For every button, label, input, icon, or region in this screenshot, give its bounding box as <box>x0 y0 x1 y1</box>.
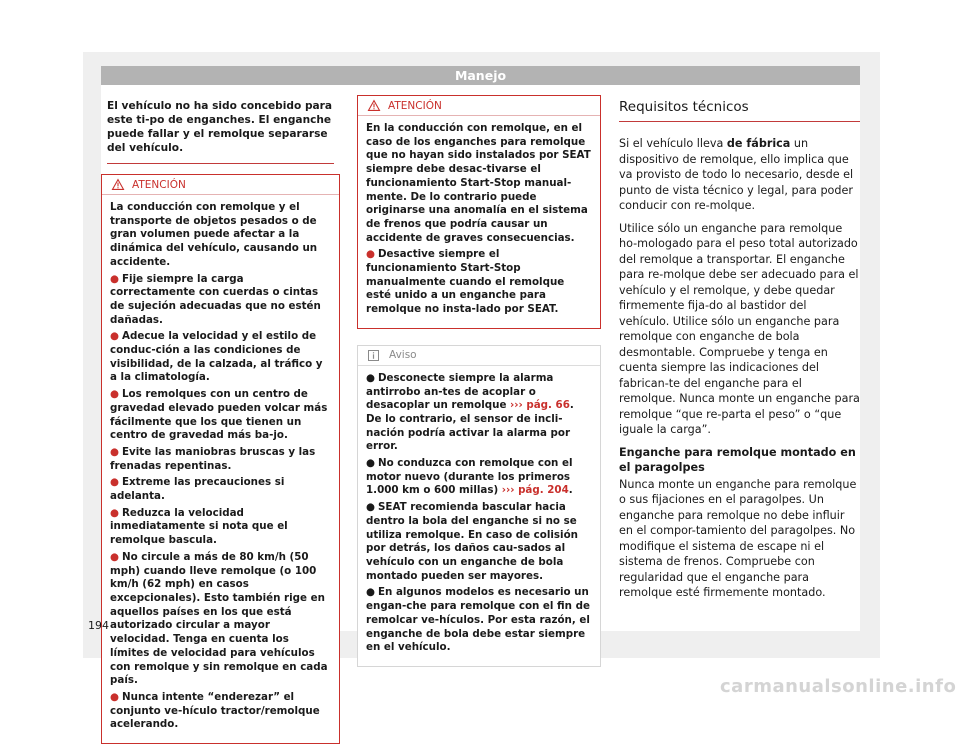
intro-divider <box>107 163 334 164</box>
warning-lead: La conducción con remolque y el transporte de objetos pesados o de gran volumen puede afectar a la dinámica del vehículo, causando un accidente. <box>110 201 318 268</box>
warning-lead: En la conducción con remolque, en el caso de los enganches para remolque que no hayan sido instalados por SEAT siempre debe desac-tivarse el funcionamiento Start-Stop manual-mente. De lo contrario puede originarse una anomalía en el sistema de frenos que podría causar un accidente de graves consecuencias. <box>366 122 591 244</box>
list-item: ● Desactive siempre el funcionamiento Start-Stop manualmente cuando el remolque esté unido a un enganche para remolque no insta-lado por SEAT. <box>366 248 565 316</box>
bullet-icon: ● <box>366 457 375 470</box>
bullet-icon: ● <box>366 248 375 261</box>
aviso-body <box>358 366 600 666</box>
info-icon <box>368 350 379 361</box>
warning-title: ATENCIÓN <box>132 178 186 191</box>
page-number: 194 <box>88 619 109 632</box>
list-item: ● No circule a más de 80 km/h (50 mph) cuando lleve remolque (o 100 km/h (62 mph) en casos excepcionales). Esto también rige en aquellos países en los que está autorizado circular a mayor velocidad. Tenga en cuenta los límites de velocidad para vehículos con remolque y sin remolque en cada país. <box>110 550 328 687</box>
bullet-icon: ● <box>366 501 375 514</box>
list-item: ● En algunos modelos es necesario un engan-che para remolque con el fin de remolcar ve-hículos. Por esta razón, el enganche de bola debe estar siempre en el vehículo. <box>366 586 590 654</box>
list-item: ● SEAT recomienda bascular hacia dentro la bola del enganche si no se utiliza remolque. En caso de colisión por detrás, los daños cau-sados al vehículo con un enganche de bola montado pueden ser mayores. <box>366 501 578 582</box>
intro-block <box>101 95 340 164</box>
warning-icon <box>112 179 124 190</box>
warning-body <box>102 195 339 743</box>
bullet-icon: ● <box>110 476 119 489</box>
warning-header <box>358 96 600 116</box>
paragraph-3: Nunca monte un enganche para remolque o sus fijaciones en el paragolpes. Un enganche para remolque no debe influir en el compor-tamiento del paragolpes. No modifique el sistema de escape ni el sistema de frenos. Compruebe con regularidad que el enganche para remolque esté firmemente montado. <box>619 477 857 599</box>
aviso-box <box>357 345 601 667</box>
column-3 <box>619 95 860 608</box>
aviso-title: Aviso <box>389 349 417 362</box>
bullet-icon: ● <box>366 371 375 384</box>
column-2 <box>357 95 601 667</box>
paragraph-1: Si el vehículo lleva de fábrica un dispositivo de remolque, ello implica que va provisto de todo lo necesario, desde el punto de vista técnico y legal, para poder conducir con re-molque. <box>619 137 854 212</box>
section-title: Requisitos técnicos <box>619 95 860 122</box>
list-item: ● Nunca intente “enderezar” el conjunto ve-hículo tractor/remolque acelerando. <box>110 690 320 731</box>
subheading: Enganche para remolque montado en el paragolpes <box>619 445 856 474</box>
list-item: ● Evite las maniobras bruscas y las frenadas repentinas. <box>110 445 316 472</box>
bullet-icon: ● <box>110 272 119 285</box>
aviso-header <box>358 346 600 366</box>
warning-header <box>102 175 339 195</box>
warning-box-2 <box>357 95 601 329</box>
list-item: ● Reduzca la velocidad inmediatamente si nota que el remolque bascula. <box>110 506 288 547</box>
bullet-icon: ● <box>366 586 375 599</box>
list-item: ● Extreme las precauciones si adelanta. <box>110 476 285 503</box>
list-item: ● Fije siempre la carga correctamente con cuerdas o cintas de sujeción adecuadas que no estén dañadas. <box>110 272 321 326</box>
column-1 <box>101 95 340 744</box>
page-reference-link[interactable]: ››› pág. 204 <box>501 484 569 497</box>
watermark-text: carmanualsonline.info <box>720 676 957 697</box>
list-item: ● Los remolques con un centro de gravedad elevado pueden volcar más fácilmente que los que tienen un centro de gravedad más ba-jo. <box>110 388 328 442</box>
page-reference-link[interactable]: ››› pág. 66 <box>510 399 570 412</box>
chapter-header: Manejo <box>101 66 860 85</box>
intro-text: El vehículo no ha sido concebido para este ti-po de enganches. El enganche puede fallar y el remolque separarse del vehículo. <box>107 100 333 154</box>
list-item: ● Desconecte siempre la alarma antirrobo an-tes de acoplar o desacoplar un remolque ››› pág. 66. De lo contrario, el sensor de incli-nación podría activar la alarma por error. <box>366 371 574 453</box>
bullet-icon: ● <box>110 506 119 519</box>
warning-box-1 <box>101 174 340 744</box>
bullet-icon: ● <box>110 690 119 703</box>
bullet-icon: ● <box>110 445 119 458</box>
bullet-icon: ● <box>110 550 119 563</box>
list-item: ● No conduzca con remolque con el motor nuevo (durante los primeros 1.000 km o 600 millas) ››› pág. 204. <box>366 457 573 497</box>
warning-title: ATENCIÓN <box>388 99 442 112</box>
bullet-icon: ● <box>110 330 119 343</box>
paragraph-2: Utilice sólo un enganche para remolque ho-mologado para el peso total autorizado del remolque a transportar. El enganche para re-molque debe ser adecuado para el vehículo y el remolque, y debe quedar firmemente fija-do al bastidor del vehículo. Utilice sólo un enganche para remolque con enganche de bola desmontable. Compruebe y tenga en cuenta siempre las indicaciones del fabrican-te del enganche para el remolque. Nunca monte un enganche para remolque “que re-parta el peso” o “que iguale la carga”. <box>619 221 860 436</box>
warning-icon <box>368 100 380 111</box>
bullet-icon: ● <box>110 388 119 401</box>
list-item: ● Adecue la velocidad y el estilo de conduc-ción a las condiciones de visibilidad, de la calzada, al tráfico y a la climatología. <box>110 330 323 384</box>
warning-body <box>358 116 600 328</box>
